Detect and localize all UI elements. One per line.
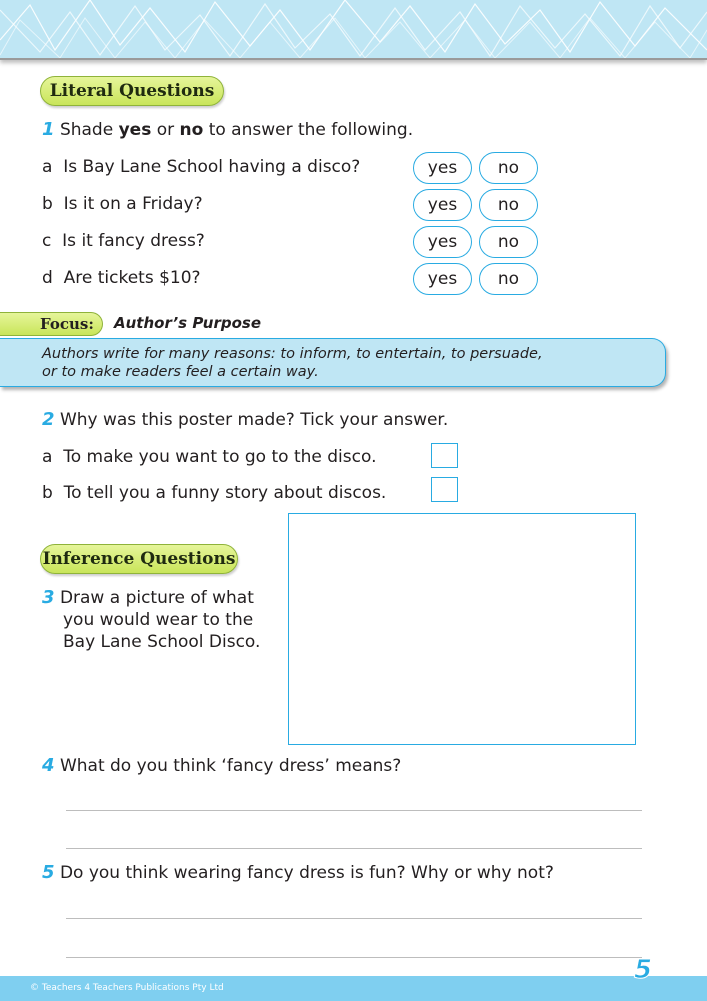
q1c-yes-option[interactable]: yes [413,226,472,258]
q1-prompt-pre: Shade [59,120,119,140]
focus-line-1: Authors write for many reasons: to inform, to entertain, to persuade, [42,346,543,362]
item-text: Is it on a Friday? [63,194,203,214]
question-3 [42,587,282,653]
question-4 [42,755,642,777]
q1b-no-option[interactable]: no [479,189,538,221]
item-letter: d [42,268,53,288]
item-text: To tell you a funny story about discos. [63,483,387,503]
q1-prompt-post: to answer the following. [203,120,414,140]
question-number: 5 [42,862,55,883]
q2a-tick-box[interactable] [431,443,458,468]
q1-prompt-yes: yes [118,120,152,140]
q1b-yes-option[interactable]: yes [413,189,472,221]
question-2 [42,409,522,431]
q4-writing-line-1[interactable] [66,810,642,811]
item-letter: b [42,483,53,503]
copyright-text: © Teachers 4 Teachers Publications Pty Ltd [30,983,224,993]
q2b-tick-box[interactable] [431,477,458,502]
q1-prompt-mid: or [151,120,180,140]
item-text: To make you want to go to the disco. [63,447,377,467]
q5-writing-line-1[interactable] [66,918,642,919]
question-number: 2 [42,409,55,430]
page-number: 5 [634,955,653,985]
item-letter: b [42,194,53,214]
focus-title: Author’s Purpose [114,314,261,332]
q3-line-3: Bay Lane School Disco. [63,632,261,652]
focus-line-2: or to make readers feel a certain way. [42,364,319,380]
question-number: 1 [42,119,55,140]
drawing-area[interactable] [288,513,636,745]
q1-item-a [42,156,402,178]
q3-line-1: Draw a picture of what [59,588,254,608]
header-band [0,0,707,60]
q1c-no-option[interactable]: no [479,226,538,258]
focus-box [0,338,666,387]
q2-prompt: Why was this poster made? Tick your answer. [59,410,449,430]
focus-tag: Focus: [0,312,103,336]
item-letter: a [42,447,53,467]
footer-bar [0,976,707,1001]
q1d-yes-option[interactable]: yes [413,263,472,295]
q1a-no-option[interactable]: no [479,152,538,184]
item-text: Are tickets $10? [63,268,201,288]
question-1 [42,119,522,141]
q4-prompt: What do you think ‘fancy dress’ means? [59,756,402,776]
header-pattern [0,0,707,58]
item-letter: c [42,231,52,251]
item-text: Is it fancy dress? [62,231,205,251]
question-number: 4 [42,755,55,776]
question-5 [42,862,682,884]
q5-writing-line-2[interactable] [66,957,642,958]
q2-item-b [42,482,422,504]
q1-item-b [42,193,402,215]
item-text: Is Bay Lane School having a disco? [63,157,361,177]
q2-item-a [42,446,422,468]
q1-prompt-no: no [179,120,204,140]
q1d-no-option[interactable]: no [479,263,538,295]
question-number: 3 [42,587,55,608]
q4-writing-line-2[interactable] [66,848,642,849]
q1a-yes-option[interactable]: yes [413,152,472,184]
q1-item-d [42,267,402,289]
item-letter: a [42,157,53,177]
q1-item-c [42,230,402,252]
q3-line-2: you would wear to the [63,610,254,630]
q5-prompt: Do you think wearing fancy dress is fun? Why or why not? [59,863,554,883]
literal-questions-heading: Literal Questions [40,76,224,106]
inference-questions-heading: Inference Questions [40,544,238,574]
